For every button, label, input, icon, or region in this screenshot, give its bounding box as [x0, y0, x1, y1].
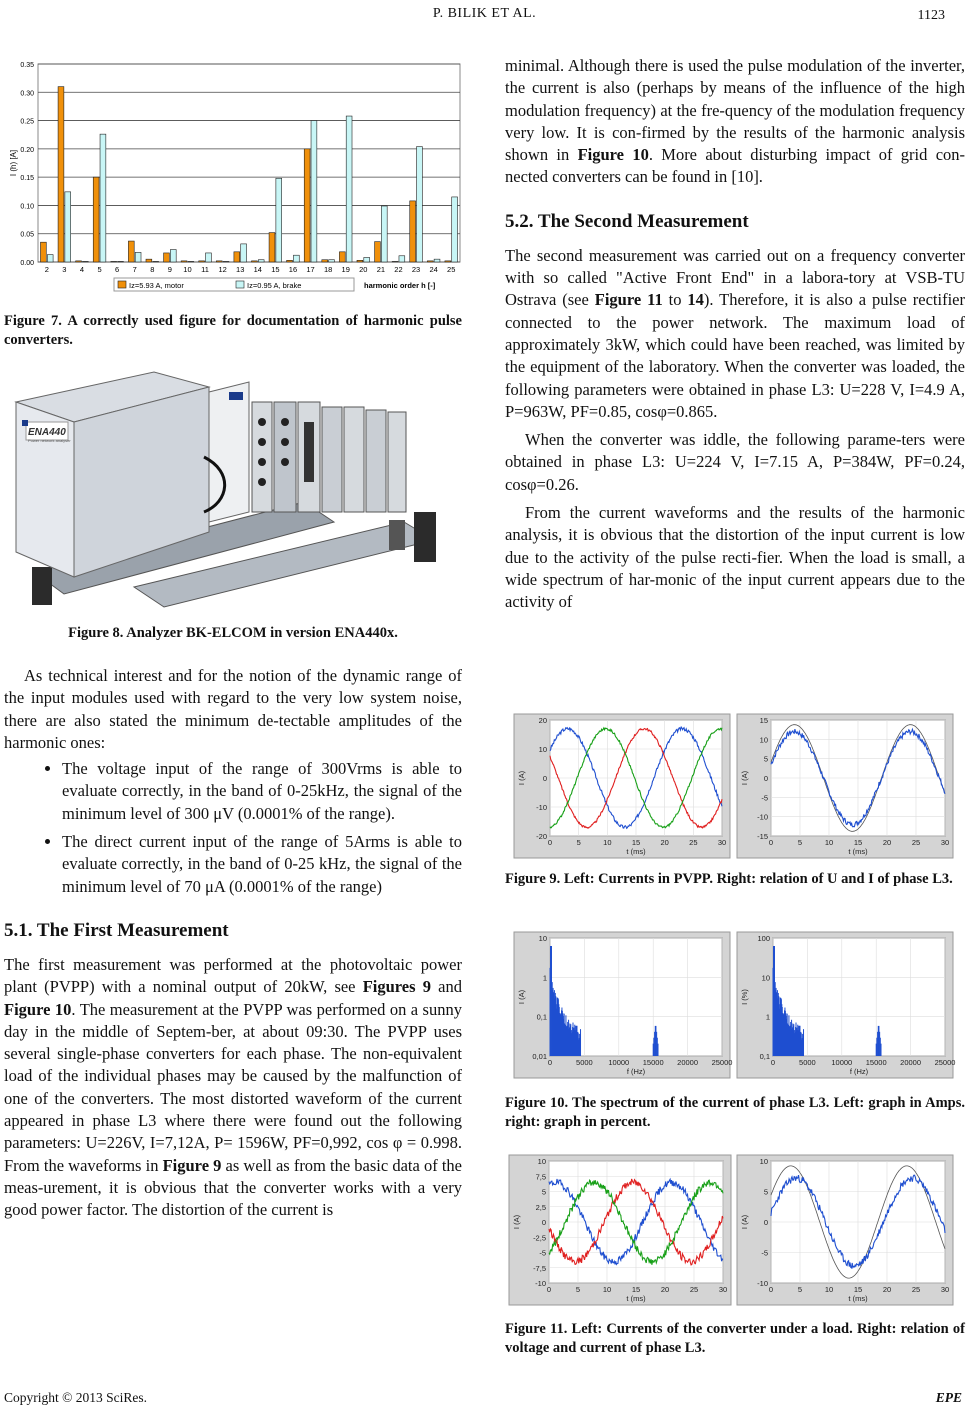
y-axis-label: I (A) — [517, 989, 526, 1005]
y-tick-label: 0 — [763, 1218, 768, 1227]
x-tick-label: 15 — [271, 265, 280, 274]
y-tick-label: 0,01 — [532, 1052, 547, 1061]
x-tick-label: 25 — [689, 838, 698, 847]
x-tick-label: 20 — [882, 838, 892, 847]
x-tick-label: 14 — [253, 265, 262, 274]
x-tick-label: 5000 — [799, 1058, 816, 1067]
x-tick-label: 11 — [201, 265, 209, 274]
x-tick-label: 18 — [323, 265, 333, 274]
y-tick-label: 0,1 — [536, 1012, 547, 1022]
y-tick-label: 0 — [763, 774, 768, 783]
x-axis-label: harmonic order h [-] — [364, 281, 436, 290]
bar-motor-h22 — [392, 261, 398, 262]
bar-brake-h24 — [434, 259, 440, 262]
bar-motor-h3 — [58, 87, 64, 262]
y-tick-label: -5 — [761, 793, 768, 803]
x-tick-label: 5 — [575, 1285, 581, 1294]
y-tick-label: 10 — [759, 1157, 768, 1166]
x-tick-label: 24 — [429, 265, 438, 274]
svg-text:ENA440: ENA440 — [28, 427, 66, 438]
y-tick-label: -10 — [757, 812, 768, 822]
section-5-1-heading: 5.1. The First Measurement — [4, 919, 229, 941]
y-tick-label: 15 — [759, 716, 768, 725]
y-tick-label: 2,5 — [535, 1202, 546, 1212]
x-axis-label: t (ms) — [848, 847, 868, 856]
figure-7-bar-chart — [4, 56, 466, 298]
figure-10-left-plot — [514, 932, 733, 1078]
figure-11-left-plot — [509, 1155, 731, 1305]
bar-motor-h19 — [339, 252, 345, 262]
bar-brake-h12 — [223, 261, 229, 262]
legend-label-brake: Iz=0.95 A, brake — [247, 281, 302, 290]
y-tick-label: 0.10 — [20, 203, 34, 211]
x-tick-label: 13 — [236, 265, 245, 274]
y-tick-label: 0.00 — [20, 260, 34, 267]
y-tick-label: 0 — [542, 774, 547, 783]
x-tick-label: 0 — [547, 838, 553, 847]
page-footer — [4, 1390, 964, 1406]
x-tick-label: 10 — [603, 838, 612, 847]
bar-brake-h17 — [311, 121, 317, 262]
y-tick-label: 0 — [541, 1218, 546, 1227]
x-tick-label: 10000 — [608, 1058, 630, 1067]
y-tick-label: 0.05 — [20, 231, 34, 239]
x-tick-label: 5 — [797, 838, 803, 847]
x-axis-label: t (ms) — [626, 847, 646, 856]
figure-8-caption: Figure 8. Analyzer BK-ELCOM in version ENA440x. — [68, 625, 398, 641]
bar-motor-h4 — [76, 261, 82, 262]
x-tick-label: 15 — [631, 1285, 641, 1294]
x-tick-label: 17 — [306, 265, 315, 274]
x-tick-label: 2 — [44, 265, 49, 274]
bar-brake-h13 — [241, 244, 247, 262]
x-tick-label: 6 — [115, 265, 120, 274]
y-tick-label: 100 — [757, 934, 770, 943]
x-tick-label: 20 — [359, 265, 368, 274]
bar-brake-h11 — [206, 253, 212, 262]
figure-7-caption: Figure 7. A correctly used figure for documentation of harmonic pulse converters. — [4, 313, 462, 348]
x-tick-label: 30 — [717, 838, 727, 847]
bar-motor-h16 — [287, 260, 293, 262]
x-tick-label: 25 — [689, 1285, 699, 1294]
x-tick-label: 10000 — [831, 1058, 853, 1067]
x-tick-label: 15000 — [642, 1058, 664, 1067]
bar-motor-h25 — [445, 261, 451, 262]
x-tick-label: 23 — [411, 265, 421, 274]
page-number: 1123 — [917, 8, 945, 23]
y-tick-label: 0.15 — [20, 175, 34, 183]
figure-10-right-plot — [737, 932, 956, 1078]
x-tick-label: 20 — [660, 1285, 670, 1294]
bar-motor-h13 — [234, 252, 240, 262]
figure-8-caption-block — [4, 624, 462, 643]
copyright-notice: Copyright © 2013 SciRes. — [4, 1390, 148, 1405]
x-axis-label: f (Hz) — [849, 1067, 869, 1076]
x-axis-label: f (Hz) — [626, 1067, 646, 1076]
x-tick-label: 19 — [341, 265, 350, 274]
bar-brake-h7 — [135, 252, 141, 262]
bar-motor-h15 — [269, 233, 275, 262]
x-tick-label: 30 — [718, 1285, 728, 1294]
paragraph-minimal-distortion: minimal. Although there is used the pulse modulation of the inverter, the current is also (perhaps by means of the influence of the high modulation frequency) at the fre-quency of the modulation frequency very low. It is con-firmed by the results of the harmonic analysis shown in Figure 10. More about disturbing impact of grid con-nected converters can be found in [10]. — [505, 56, 966, 187]
x-tick-label: 15 — [631, 838, 641, 847]
bar-motor-h2 — [40, 242, 46, 262]
y-tick-label: 5 — [763, 754, 768, 764]
y-tick-label: 0.20 — [20, 146, 34, 154]
x-tick-label: 5000 — [576, 1058, 593, 1067]
y-tick-label: 1 — [765, 1012, 770, 1022]
y-tick-label: 0.35 — [20, 62, 34, 69]
bar-motor-h11 — [199, 261, 205, 262]
y-tick-label: -5 — [761, 1248, 768, 1258]
bar-motor-h10 — [181, 261, 187, 262]
bar-brake-h6 — [118, 261, 124, 262]
y-tick-label: 0,1 — [759, 1052, 770, 1061]
x-tick-label: 3 — [62, 265, 67, 274]
y-tick-label: 10 — [537, 1157, 546, 1166]
journal-abbrev: EPE — [935, 1390, 962, 1405]
y-tick-label: -7,5 — [533, 1263, 546, 1273]
bar-brake-h3 — [65, 192, 71, 262]
chart-legend — [114, 278, 354, 291]
x-tick-label: 25000 — [934, 1058, 956, 1067]
y-tick-label: -15 — [757, 832, 768, 841]
running-header-authors: P. BILIK ET AL. — [432, 6, 537, 21]
x-tick-label: 21 — [376, 265, 386, 274]
y-tick-label: 10 — [538, 745, 547, 754]
bar-motor-h14 — [251, 261, 257, 262]
y-tick-label: -10 — [535, 1279, 546, 1288]
y-tick-label: 7,5 — [535, 1172, 546, 1182]
bar-brake-h18 — [329, 260, 335, 262]
bar-motor-h20 — [357, 260, 363, 262]
x-tick-label: 20 — [882, 1285, 892, 1294]
y-tick-label: -20 — [536, 832, 547, 841]
bar-motor-h18 — [322, 260, 328, 262]
bar-brake-h16 — [293, 255, 299, 262]
x-tick-label: 16 — [288, 265, 298, 274]
x-tick-label: 9 — [167, 265, 172, 274]
bar-brake-h20 — [364, 257, 370, 262]
x-tick-label: 25000 — [711, 1058, 733, 1067]
bar-motor-h9 — [164, 253, 170, 262]
figure-9-caption: Figure 9. Left: Currents in PVPP. Right: relation of U and I of phase L3. — [505, 871, 953, 887]
y-axis-label: I (A) — [512, 1214, 521, 1230]
bar-brake-h25 — [452, 197, 458, 262]
x-tick-label: 22 — [394, 265, 403, 274]
y-axis-label: I (h) [A] — [9, 149, 18, 177]
legend-swatch-brake — [236, 281, 244, 288]
section-5-2-heading: 5.2. The Second Measurement — [505, 210, 749, 232]
figure-9-caption-block — [505, 870, 965, 889]
x-tick-label: 12 — [218, 265, 227, 274]
x-tick-label: 0 — [768, 1285, 774, 1294]
x-tick-label: 25 — [911, 838, 921, 847]
x-tick-label: 10 — [824, 1285, 834, 1294]
x-tick-label: 0 — [546, 1285, 552, 1294]
legend-label-motor: Iz=5.93 A, motor — [129, 281, 184, 290]
bullet-current-input: • The direct current input of the range of 5Arms is able to evaluate correctly, in the band of 0-25 kHz, the signal of the minimum level of 70 μA (0.0001% of the range) — [62, 831, 462, 898]
bar-motor-h12 — [216, 261, 222, 262]
bar-motor-h24 — [427, 261, 433, 262]
y-tick-label: 10 — [759, 735, 768, 745]
x-tick-label: 25 — [911, 1285, 921, 1294]
y-axis-label: I (A) — [740, 770, 749, 786]
y-tick-label: -10 — [536, 803, 547, 812]
bar-motor-h21 — [375, 242, 381, 262]
right-column-text — [505, 55, 965, 614]
paragraph-dynamic-range: As technical interest and for the notion of the dynamic range of the input modules used with regard to the very low system noise, there are also stated the minimum de-tectable amplitudes of the harmonic ones: — [4, 666, 462, 752]
bar-brake-h19 — [346, 116, 352, 262]
y-tick-label: 0.25 — [20, 118, 34, 126]
y-axis-label: I (%) — [740, 989, 749, 1005]
x-tick-label: 30 — [940, 838, 950, 847]
bar-brake-h4 — [82, 261, 88, 262]
y-tick-label: 20 — [538, 716, 547, 725]
x-tick-label: 5 — [797, 1285, 803, 1294]
bar-brake-h8 — [153, 261, 159, 262]
x-tick-label: 15000 — [865, 1058, 887, 1067]
paragraph-first-measurement: The first measurement was performed at the photovoltaic power plant (PVPP) with a nominal output of 20kW, see Figures 9 and Figure 10. The measurement at the PVPP was performed on a sunny day in the middle of Septem-ber, at about 09:30. The PVPP uses several single-phase converters for each phase. The non-equivalent load of the individual phases may be caused by the malfunction of one of the converters. The most distorted waveform of the current appeared in phase L3 where there were found out the following parameters: U=226V, I=7,12A, P= 1596W, PF=0,992, cos φ = 0.998. From the waveforms in Figure 9 as well as from the basic data of the meas-urement, it is obvious that the converter works with a very good power factor. The distortion of the current is — [4, 954, 462, 1220]
page-header — [0, 4, 969, 26]
x-tick-label: 30 — [940, 1285, 950, 1294]
y-tick-label: -10 — [757, 1279, 768, 1288]
paragraph-idle-converter: When the converter was iddle, the following parame-ters were obtained in phase L3: U=224 V, I=7.15 A, P=384W, PF=0.24, cosφ=0.26. — [505, 430, 965, 494]
bar-brake-h15 — [276, 178, 282, 262]
bar-brake-h23 — [417, 147, 423, 262]
x-tick-label: 0 — [770, 1058, 776, 1067]
x-tick-label: 25 — [447, 265, 456, 274]
y-tick-label: 1 — [542, 973, 547, 983]
x-axis-label: t (ms) — [848, 1294, 868, 1303]
x-tick-label: 5 — [97, 265, 102, 274]
x-tick-label: 20000 — [900, 1058, 922, 1067]
bar-motor-h23 — [410, 201, 416, 262]
y-tick-label: 10 — [761, 973, 770, 983]
y-tick-label: 10 — [538, 934, 547, 943]
x-tick-label: 7 — [132, 265, 137, 274]
y-tick-label: 0.30 — [20, 90, 34, 98]
bar-brake-h9 — [170, 250, 176, 262]
left-column-text — [4, 665, 462, 1222]
figure-9-right-plot — [737, 714, 953, 858]
y-tick-label: -5 — [539, 1248, 546, 1258]
y-axis-label: I (A) — [740, 1214, 749, 1230]
x-axis-label: t (ms) — [626, 1294, 646, 1303]
bar-motor-h5 — [93, 177, 99, 262]
bar-brake-h21 — [381, 206, 387, 262]
figure-9-left-plot — [514, 714, 730, 858]
y-axis-label: I (A) — [517, 770, 526, 786]
x-tick-label: 10 — [824, 838, 834, 847]
bullet-voltage-input: • The voltage input of the range of 300Vrms is able to evaluate correctly, in the band of 0-25kHz, the signal of the minimum level of 300 μV (0.0001% of the range). — [62, 758, 462, 825]
figure-11-caption: Figure 11. Left: Currents of the converter under a load. Right: relation of voltage and current of phase L3. — [505, 1321, 965, 1356]
svg-text:Power network analyser: Power network analyser — [28, 438, 71, 443]
bar-brake-h5 — [100, 134, 106, 262]
paragraph-waveform-results: From the current waveforms and the results of the harmonic analysis, it is obvious that the distortion of the input current is low due to the activity of the pulse recti-fier. When the load is small, a wide spectrum of har-monic of the input current appears due to the activity of — [505, 503, 965, 612]
x-tick-label: 5 — [576, 838, 581, 847]
x-tick-label: 10 — [602, 1285, 612, 1294]
bar-motor-h6 — [111, 261, 117, 262]
figure-7-caption-block — [4, 312, 462, 350]
x-tick-label: 10 — [183, 265, 192, 274]
y-tick-label: 5 — [541, 1187, 546, 1197]
bar-motor-h8 — [146, 259, 152, 262]
bar-brake-h22 — [399, 256, 405, 262]
bar-brake-h2 — [47, 255, 53, 262]
x-tick-label: 15 — [853, 838, 863, 847]
figure-10-caption: Figure 10. The spectrum of the current of phase L3. Left: graph in Amps. right: graph in percent. — [505, 1095, 965, 1130]
x-tick-label: 0 — [768, 838, 774, 847]
figure-8-photo — [4, 362, 460, 612]
figure-11-right-plot — [737, 1155, 953, 1305]
bar-motor-h7 — [128, 241, 134, 262]
x-tick-label: 20000 — [677, 1058, 699, 1067]
x-tick-label: 8 — [150, 265, 155, 274]
x-tick-label: 20 — [660, 838, 669, 847]
figure-10-caption-block — [505, 1094, 965, 1132]
y-tick-label: -2,5 — [533, 1233, 546, 1243]
figure-11-caption-block — [505, 1320, 965, 1358]
detectable-amplitudes-list — [4, 758, 462, 898]
x-tick-label: 0 — [547, 1058, 553, 1067]
bar-motor-h17 — [304, 149, 310, 262]
paragraph-second-measurement: The second measurement was carried out on a frequency converter with so called "Active Front End" in a labora-tory at VSB-TU Ostrava (see Figure 11 to 14). Therefore, it is also a pulse rectifier connected to the power network. The maximum load of approximately 3kW, which could have been reached, was limited by the equipment of the laboratory. When the converter was loaded, the following parameters were obtained in phase L3: U=228 V, I=4.9 A, P=963W, PF=0.85, cosφ=0.865. — [505, 245, 965, 421]
y-tick-label: 5 — [763, 1187, 768, 1197]
x-tick-label: 15 — [853, 1285, 863, 1294]
x-tick-label: 4 — [79, 265, 85, 274]
bar-brake-h14 — [258, 260, 264, 262]
legend-swatch-motor — [118, 281, 126, 288]
bar-brake-h10 — [188, 261, 194, 262]
